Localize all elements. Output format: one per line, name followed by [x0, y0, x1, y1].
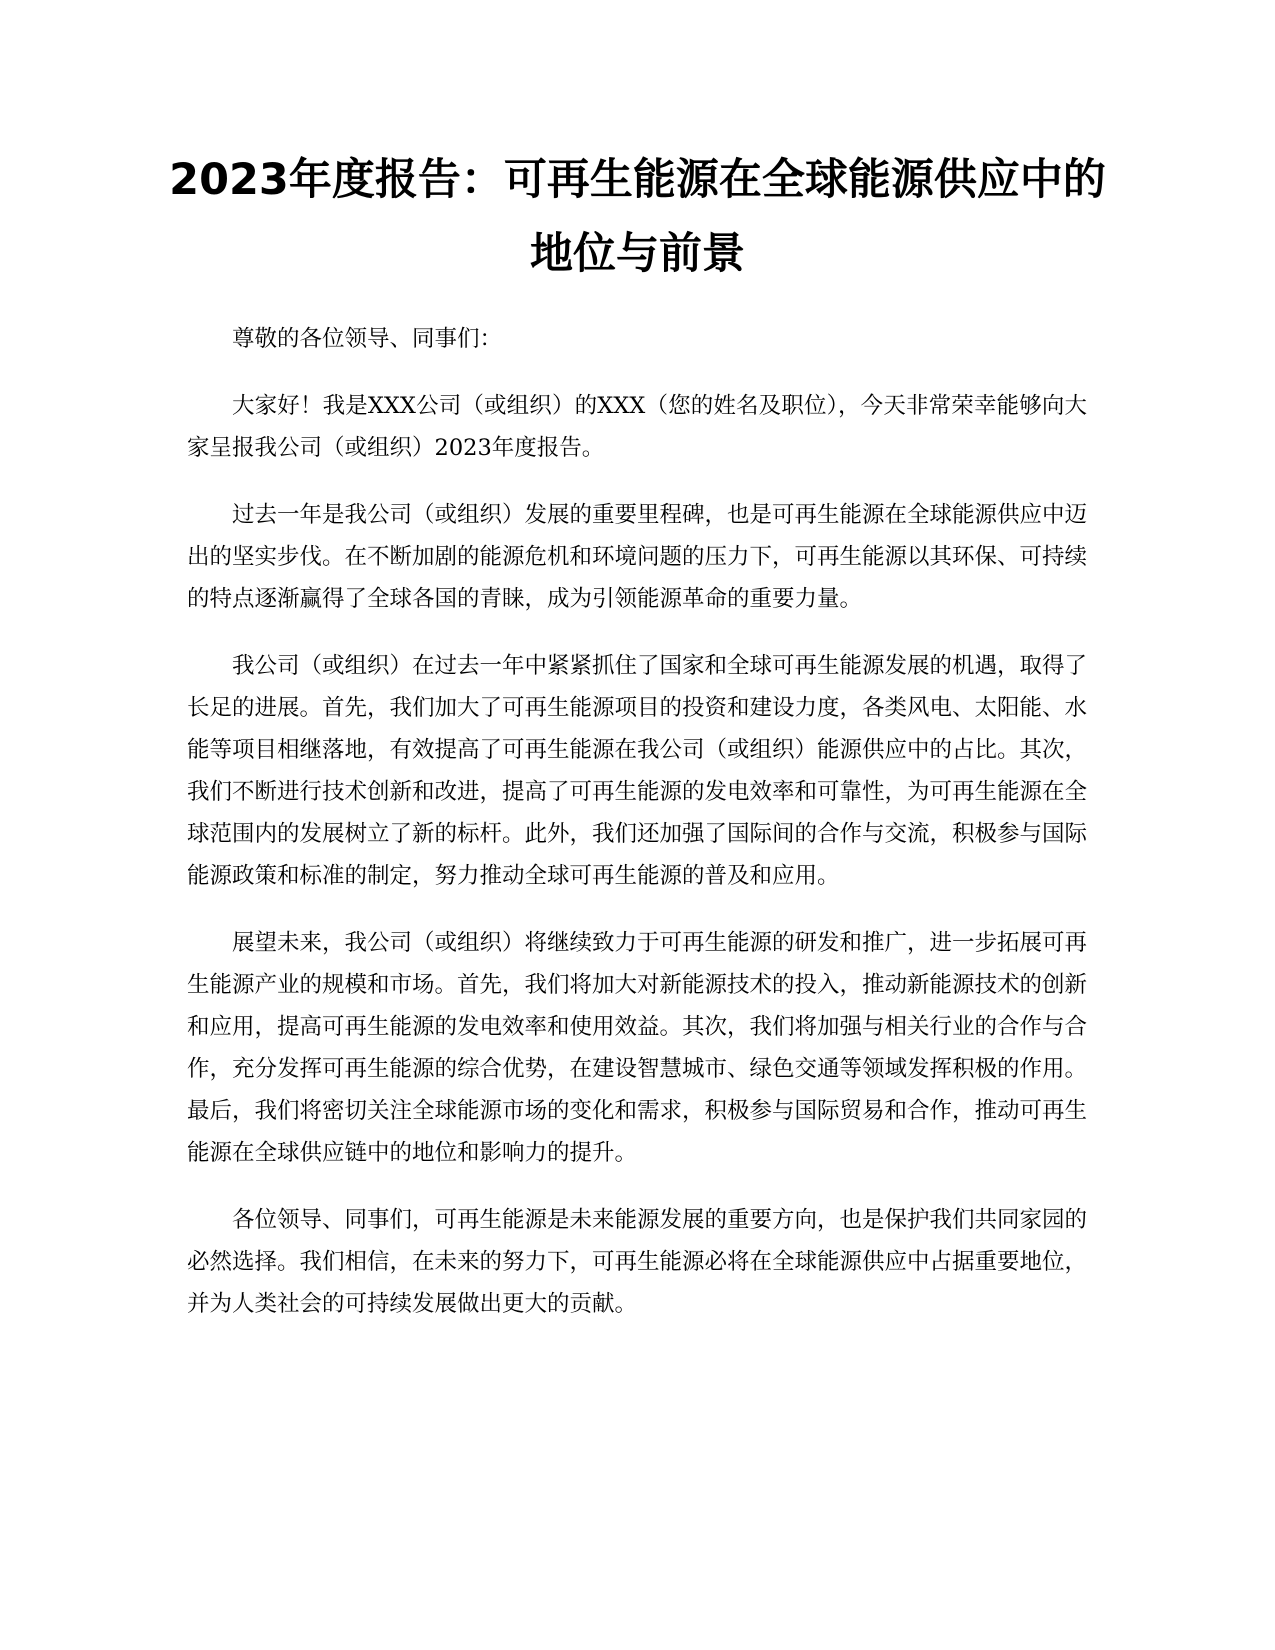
- body-paragraph: 过去一年是我公司（或组织）发展的重要里程碑，也是可再生能源在全球能源供应中迈出的坚实步伐。在不断加剧的能源危机和环境问题的压力下，可再生能源以其环保、可持续的特点逐渐赢得了全球各国的青睐，成为引领能源革命的重要力量。: [187, 502, 1088, 612]
- document-title: 2023年度报告：可再生能源在全球能源供应中的地位与前景: [169, 155, 1106, 279]
- greeting-paragraph: 尊敬的各位领导、同事们：: [232, 326, 503, 352]
- body-paragraph: 我公司（或组织）在过去一年中紧紧抓住了国家和全球可再生能源发展的机遇，取得了长足的进展。首先，我们加大了可再生能源项目的投资和建设力度，各类风电、太阳能、水能等项目相继落地，有效提高了可再生能源在我公司（或组织）能源供应中的占比。其次，我们不断进行技术创新和改进，提高了可再生能源的发电效率和可靠性，为可再生能源在全球范围内的发展树立了新的标杆。此外，我们还加强了国际间的合作与交流，积极参与国际能源政策和标准的制定，努力推动全球可再生能源的普及和应用。: [187, 653, 1088, 889]
- body-paragraph: 各位领导、同事们，可再生能源是未来能源发展的重要方向，也是保护我们共同家园的必然选择。我们相信，在未来的努力下，可再生能源必将在全球能源供应中占据重要地位，并为人类社会的可持续发展做出更大的贡献。: [187, 1207, 1088, 1317]
- body-paragraph: 大家好！我是XXX公司（或组织）的XXX（您的姓名及职位），今天非常荣幸能够向大家呈报我公司（或组织）2023年度报告。: [187, 393, 1087, 461]
- body-paragraph: 展望未来，我公司（或组织）将继续致力于可再生能源的研发和推广，进一步拓展可再生能源产业的规模和市场。首先，我们将加大对新能源技术的投入，推动新能源技术的创新和应用，提高可再生能源的发电效率和使用效益。其次，我们将加强与相关行业的合作与合作，充分发挥可再生能源的综合优势，在建设智慧城市、绿色交通等领域发挥积极的作用。最后，我们将密切关注全球能源市场的变化和需求，积极参与国际贸易和合作，推动可再生能源在全球供应链中的地位和影响力的提升。: [187, 930, 1088, 1166]
- document-body: [187, 318, 1087, 1350]
